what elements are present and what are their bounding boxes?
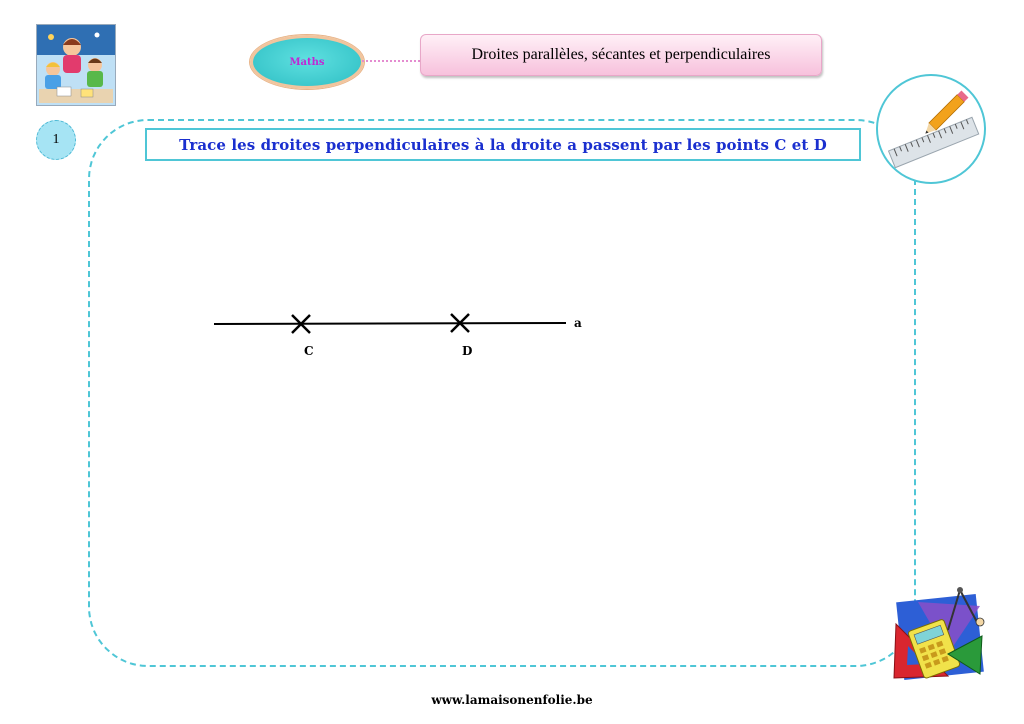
subject-label: Maths bbox=[289, 56, 325, 68]
instruction-box bbox=[145, 128, 861, 161]
line-a bbox=[214, 323, 566, 324]
geometry-tools-clipart bbox=[888, 584, 992, 688]
point-c-label: C bbox=[304, 344, 314, 358]
title-banner bbox=[420, 34, 822, 76]
illustration-caption bbox=[36, 103, 114, 107]
instruction-text: Trace les droites perpendiculaires à la droite a passent par les points C et D bbox=[179, 135, 827, 154]
footer-website: www.lamaisonenfolie.be bbox=[431, 693, 593, 707]
children-learning-illustration bbox=[36, 24, 116, 106]
exercise-number-badge bbox=[36, 120, 76, 160]
line-a-label: a bbox=[574, 316, 582, 330]
ruler-pencil-icon bbox=[876, 74, 986, 184]
geometry-figure bbox=[200, 300, 600, 370]
dotted-connector bbox=[362, 60, 420, 62]
subject-badge bbox=[250, 35, 364, 89]
page-title: Droites parallèles, sécantes et perpendiculaires bbox=[471, 46, 771, 63]
exercise-number: 1 bbox=[52, 132, 60, 147]
point-d-label: D bbox=[462, 344, 473, 358]
exercise-frame bbox=[88, 119, 916, 667]
